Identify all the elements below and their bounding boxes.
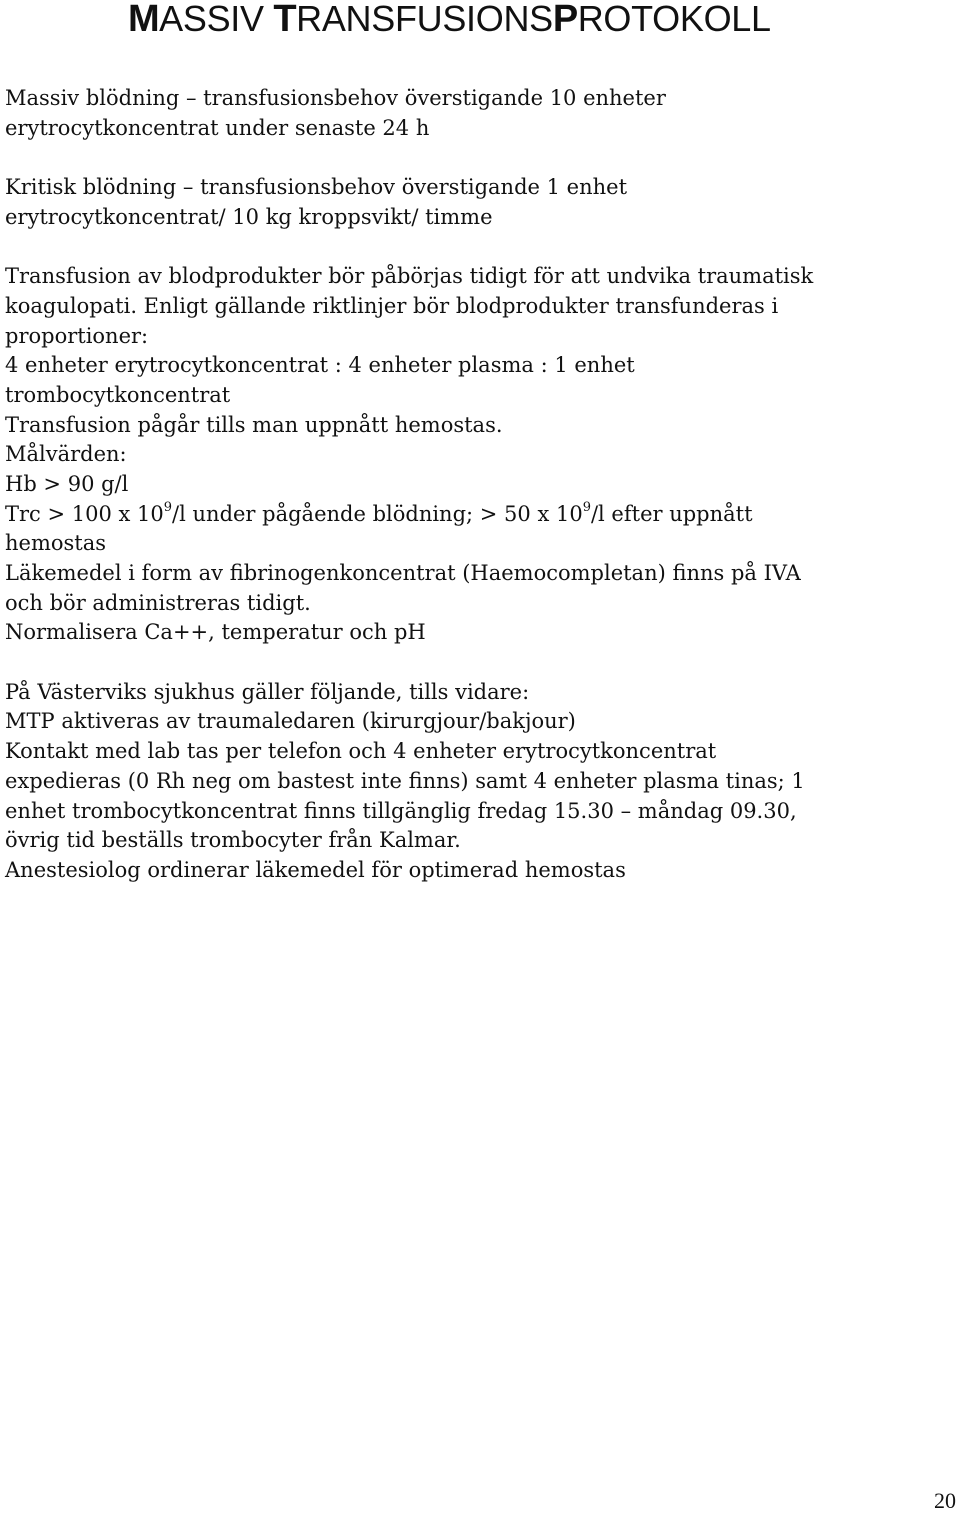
definition-critical <box>5 173 955 232</box>
paragraph-gap <box>5 143 955 173</box>
text-line: Massiv blödning – transfusionsbehov överstigande 10 enheter <box>5 86 666 110</box>
text-line: hemostas <box>5 531 107 556</box>
document-body <box>5 84 955 886</box>
trc-text: /l efter uppnått <box>590 501 753 526</box>
paragraph-gap <box>5 648 955 678</box>
title-text: ASSIV <box>159 0 274 39</box>
paragraph-gap <box>5 232 955 262</box>
text-line: och bör administreras tidigt. <box>5 590 311 615</box>
exponent: 9 <box>582 499 591 515</box>
target-trc <box>5 500 955 530</box>
title-initial: T <box>273 0 297 40</box>
trc-text: /l under pågående blödning; > 50 x 10 <box>172 501 583 526</box>
definition-massive <box>5 84 955 143</box>
text-line: koagulopati. Enligt gällande riktlinjer bör blodprodukter transfunderas i <box>5 293 779 318</box>
text-line: erytrocytkoncentrat/ 10 kg kroppsvikt/ timme <box>5 204 493 229</box>
text-line: Kritisk blödning – transfusionsbehov överstigande 1 enhet <box>5 175 628 200</box>
title-initial: M <box>128 0 160 40</box>
text-line: expedieras (0 Rh neg om bastest inte finns) samt 4 enheter plasma tinas; 1 <box>5 768 805 793</box>
text-line: Anestesiolog ordinerar läkemedel för optimerad hemostas <box>5 857 626 882</box>
page-title <box>128 0 948 38</box>
text-line: På Västerviks sjukhus gäller följande, tills vidare: <box>5 679 530 704</box>
text-line: Kontakt med lab tas per telefon och 4 enheter erytrocytkoncentrat <box>5 739 717 764</box>
text-line: erytrocytkoncentrat under senaste 24 h <box>5 115 430 140</box>
text-line: trombocytkoncentrat <box>5 382 231 407</box>
text-line: Läkemedel i form av fibrinogenkoncentrat (Haemocompletan) finns på IVA <box>5 561 801 585</box>
text-line: övrig tid beställs trombocyter från Kalmar. <box>5 828 461 853</box>
text-line: proportioner: <box>5 323 149 348</box>
text-line: MTP aktiveras av traumaledaren (kirurgjour/bakjour) <box>5 709 576 734</box>
guidelines-section <box>5 262 955 648</box>
exponent: 9 <box>163 499 173 515</box>
text-line: Normalisera Ca++, temperatur och pH <box>5 620 426 645</box>
local-routine-section <box>5 678 955 886</box>
title-initial: P <box>552 0 578 40</box>
text-line: Transfusion pågår tills man uppnått hemostas. <box>5 412 503 437</box>
title-text: RANSFUSIONS <box>296 0 553 39</box>
text-line: Transfusion av blodprodukter bör påbörjas tidigt för att undvika traumatisk <box>5 264 814 289</box>
text-line: enhet trombocytkoncentrat finns tillgänglig fredag 15.30 – måndag 09.30, <box>5 798 797 823</box>
targets-label: Målvärden: <box>5 442 127 467</box>
title-text: ROTOKOLL <box>577 0 771 39</box>
target-hb: Hb > 90 g/l <box>5 471 129 496</box>
trc-text: Trc > 100 x 10 <box>5 501 164 526</box>
page-number: 20 <box>934 1488 956 1513</box>
ratio-line: 4 enheter erytrocytkoncentrat : 4 enheter plasma : 1 enhet <box>5 353 635 378</box>
